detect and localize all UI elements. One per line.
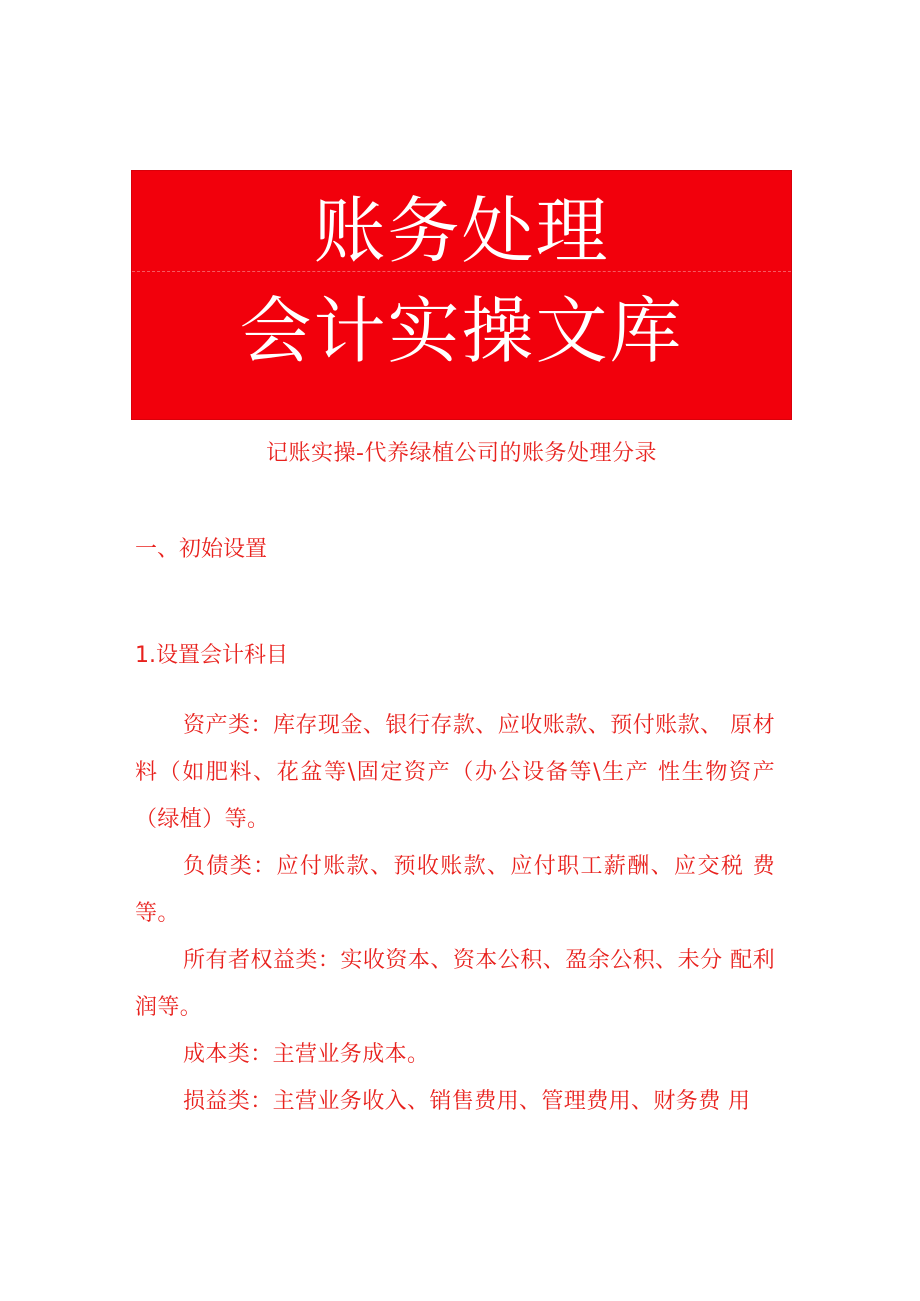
paragraph-assets: 资产类：库存现金、银行存款、应收账款、预付账款、 原材料（如肥料、花盆等\固定资产（办公设备等\生产 性生物资产（绿植）等。 [135, 713, 775, 832]
accounts-content [135, 702, 775, 1125]
banner-title-line1: 账务处理 [313, 189, 610, 273]
paragraph-equity: 所有者权益类：实收资本、资本公积、盈余公积、未分 配利润等。 [135, 948, 775, 1020]
document-subtitle: 记账实操-代养绿植公司的账务处理分录 [266, 441, 657, 466]
paragraph-cost: 成本类：主营业务成本。 [183, 1042, 430, 1067]
subsection-heading-accounts: 1.设置会计科目 [135, 643, 288, 668]
paragraph-profit-loss: 损益类：主营业务收入、销售费用、管理费用、财务费 用 [183, 1089, 751, 1114]
banner-title-line2: 会计实操文库 [239, 289, 684, 373]
banner-divider [132, 271, 791, 272]
paragraph-liabilities: 负债类：应付账款、预收账款、应付职工薪酬、应交税 费等。 [135, 854, 775, 926]
title-banner [131, 170, 792, 420]
section-heading-initial-setup: 一、初始设置 [135, 537, 268, 562]
